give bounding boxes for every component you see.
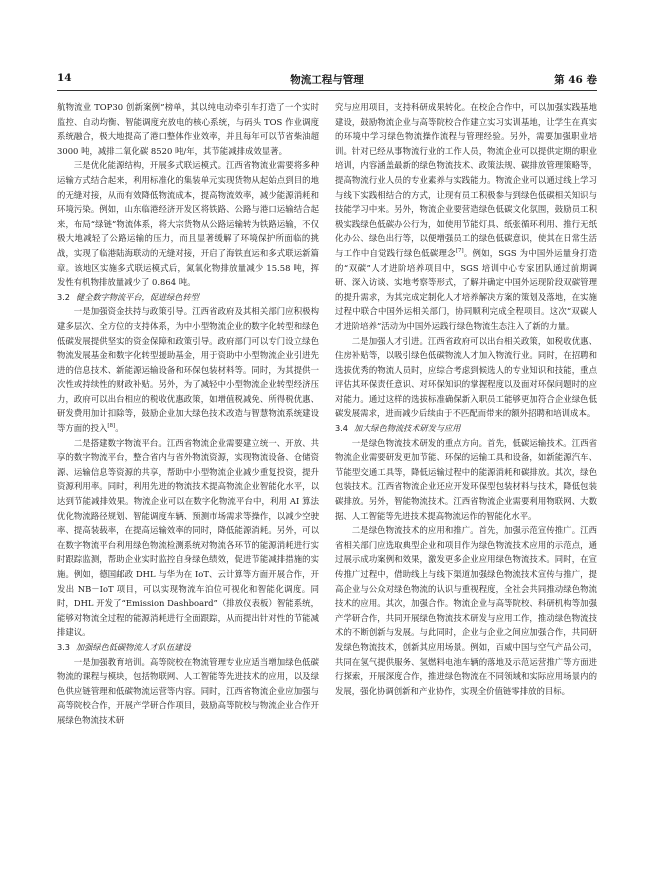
header-rule: [57, 90, 597, 91]
volume-label: 第 46 卷: [554, 74, 597, 86]
section-heading-3-4: [335, 421, 597, 436]
paragraph: 二是加强人才引进。江西省政府可以出台相关政策，如税收优惠、住房补贴等，以吸引绿色低碳物流人才加入物流行业。同时，在招聘和选拔优秀的物流人员时，应综合考虑到候选人的专业知识和技能，重点评估其环保责任意识、对环保知识的掌握程度以及面对环保问题时的应对能力。通过这样的选拔标准确保新入职员工能够更加符合企业绿色低碳发展需求，进而减少后续由于不匹配而带来的额外招聘和培训成本。: [335, 335, 597, 419]
running-header: [57, 72, 597, 86]
paragraph: [335, 100, 597, 334]
journal-title: 物流工程与管理: [290, 74, 364, 86]
paragraph: 二是绿色物流技术的应用和推广。首先，加强示范宣传推广。江西省相关部门应选取典型企业和项目作为绿色物流技术应用的示范点，通过展示成功案例和效果，激发更多企业应用绿色物流技术。同时，在宣传推广过程中，借助线上与线下渠道加强绿色物流技术宣传与推广，提高企业与公众对绿色物流的认识与重视程度，全社会共同推动绿色物流技术的应用。其次，加强合作。物流企业与高等院校、科研机构等加强产学研合作，共同开展绿色物流技术研发与应用工作，推动绿色物流技术的不断创新与发展。与此同时，企业与企业之间应加强合作，共同研发绿色物流技术，创新其应用场景。例如，百威中国与空气产品公司，共同在氢气提供服务、氢燃料电池车辆的落地及示范运营推广等方面进行探索，开展深度合作，推进绿色物流在不同领域和实际应用场景内的发展，强化协调创新和产业协作，实现全价值链零排放的目标。: [335, 525, 597, 696]
section-number: 3.4: [335, 423, 349, 434]
section-number: 3.3: [57, 641, 71, 652]
section-title: 健全数字物流平台，促进绿色转型: [76, 291, 199, 302]
citation: [8]: [107, 423, 116, 430]
paragraph: 三是优化能源结构，开展多式联运模式。江西省物流业需要将多种运输方式结合起来，利用标准化的集装单元实现货物从起始点到目的地的无缝对接，从而有效降低物流成本，提高物流效率，减少能源消耗和环境污染。例如，山东临港经济开发区将铁路、公路与港口运输结合起来，布局“绿链”物流体系，将大宗货物从公路运输转为铁路运输，不仅极大地减轻了公路运输的压力，而且显著缓解了环境保护所面临的挑战，实现了临港陆海联动的无缝对接，开启了海铁直运和多式联运新篇章。该地区实施多式联运模式后，氮氧化物排放量减少 15.58 吨，挥发性有机物排放量减少了 0.864 吨。: [57, 160, 319, 288]
paragraph: [57, 304, 319, 435]
paragraph-text-cont: 。例如，SGS 为中国外运量身打造的“双碳”人才进阶培养项目中，SGS 培训中心专家团队通过前期调研、深入访谈、实地考察等形式，了解并确定中国外运现阶段双碳管理的提升需求，为其完成定制化人才培养解决方案的策划及落地，在实施过程中联合中国外运相关部门，协同顺利完成全程项目。这次“双碳人才进阶培养”活动为中国外运践行绿色物流生态注入了新的力量。: [335, 247, 597, 331]
section-title: 加大绿色物流技术研发与应用: [354, 423, 461, 434]
section-number: 3.2: [57, 291, 71, 302]
paragraph-end: 。: [115, 423, 124, 434]
paragraph: 航物流业 TOP30 创新案例”榜单，其以纯电动牵引车打造了一个实时监控、自动均衡、智能调度充放电的核心系统，与码头 TOS 作业调度系统融合，极大地提高了港口整体作业效率，并且每年可以节省柴油超 3000 吨，减排二氧化碳 8520 吨/年，其节能减排成效显著。: [57, 102, 319, 156]
paragraph-text: 究与应用项目，支持科研成果转化。在校企合作中，可以加强实践基地建设，鼓励物流企业与高等院校合作建立实习实训基地，让学生在真实的环境中学习绿色物流操作流程与管理经验。另外，需要加强职业培训。针对已经从事物流行业的工作人员，物流企业可以提供定期的职业培训，内容涵盖最新的绿色物流技术、政策法规、碳排放管理策略等，提高物流行业人员的专业素养与实践能力。物流企业可以通过线上学习与线下实践相结合的方式，让现有员工积极参与到绿色低碳相关知识与技能学习中来。另外，物流企业要营造绿色低碳文化氛围，鼓励员工积极实践绿色低碳办公行为，如使用节能灯具、纸张循环利用、推行无纸化办公、绿色出行等，以便增强员工的绿色低碳意识，使其在日常生活与工作中自觉践行绿色低碳理念: [335, 102, 597, 258]
left-column: [57, 100, 319, 845]
paragraph-text: 一是加强资金扶持与政策引导。江西省政府及其相关部门应积极构建多层次、全方位的支持体系，为中小型物流企业的数字化转型和绿色低碳发展提供坚实的资金保障和政策引导。政府部门可以专门设立绿色物流发展基金和数字化转型援助基金，用于资助中小型物流企业引进先进的信息技术、新能源运输设备和环保包装材料等。同时，为其提供一次性或持续性的财政补贴。另外，为了减轻中小型物流企业转型经济压力，政府可以出台相应的税收优惠政策，如增值税减免、所得税优惠、研发费用加计扣除等，鼓励企业加大绿色技术改造与智慧物流系统建设等方面的投入: [57, 306, 319, 434]
paragraph: 一是绿色物流技术研发的重点方向。首先，低碳运输技术。江西省物流企业需要研发更加节能、环保的运输工具和设备，如新能源汽车、节能型交通工具等，降低运输过程中的能源消耗和碳排放。其次，绿色包装技术。江西省物流企业还应开发环保型包装材料与技术，降低包装碳排放。另外，智能物流技术。江西省物流企业需要利用物联网、大数据、人工智能等先进技术提高物流运作的智能化水平。: [335, 437, 597, 521]
section-title: 加强绿色低碳物流人才队伍建设: [76, 641, 191, 652]
right-column: [335, 100, 597, 845]
paragraph: 二是搭建数字物流平台。江西省物流企业需要建立统一、开放、共享的数字物流平台，整合省内与省外物流资源，实现物流设备、仓储资源、运输信息等资源的共享，帮助中小型物流企业减少重复投资，提升资源利用率。同时，利用先进的物流技术提高物流企业智能化水平，以达到节能减排效果。物流企业可以在数字化物流平台中，利用 AI 算法优化物流路径规划、智能调度车辆、预测市场需求等操作，以减少空驶率、提高装载率，在提高运输效率的同时，降低能源消耗。另外，可以在数字物流平台利用绿色物流检测系统对物流各环节的能源消耗进行实时跟踪监测，帮助企业实时监控自身绿色绩效，促进节能减排措施的实施。例如，德国邮政 DHL 与华为在 IoT、云计算等方面开展合作，开发出 NB－IoT 项目，可以实现物流车泊位可视化和智能化调度。同时，DHL 开发了“Emission Dashboard”（排放仪表板）智能系统，能够对物流全过程的能源消耗进行全面跟踪，从而提出针对性的节能减排建议。: [57, 437, 319, 638]
paragraph: 一是加强教育培训。高等院校在物流管理专业应适当增加绿色低碳物流的课程与模块，包括物联网、人工智能等先进技术的应用，以及绿色供应链管理和低碳物流运营等内容。同时，江西省物流企业应加强与高等院校合作，开展产学研合作项目，鼓励高等院校与物流企业合作开展绿色物流技术研: [57, 656, 319, 725]
page-number: 14: [57, 72, 72, 84]
section-heading-3-3: [57, 640, 319, 655]
citation: [7]: [455, 248, 464, 255]
section-heading-3-2: [57, 290, 319, 305]
